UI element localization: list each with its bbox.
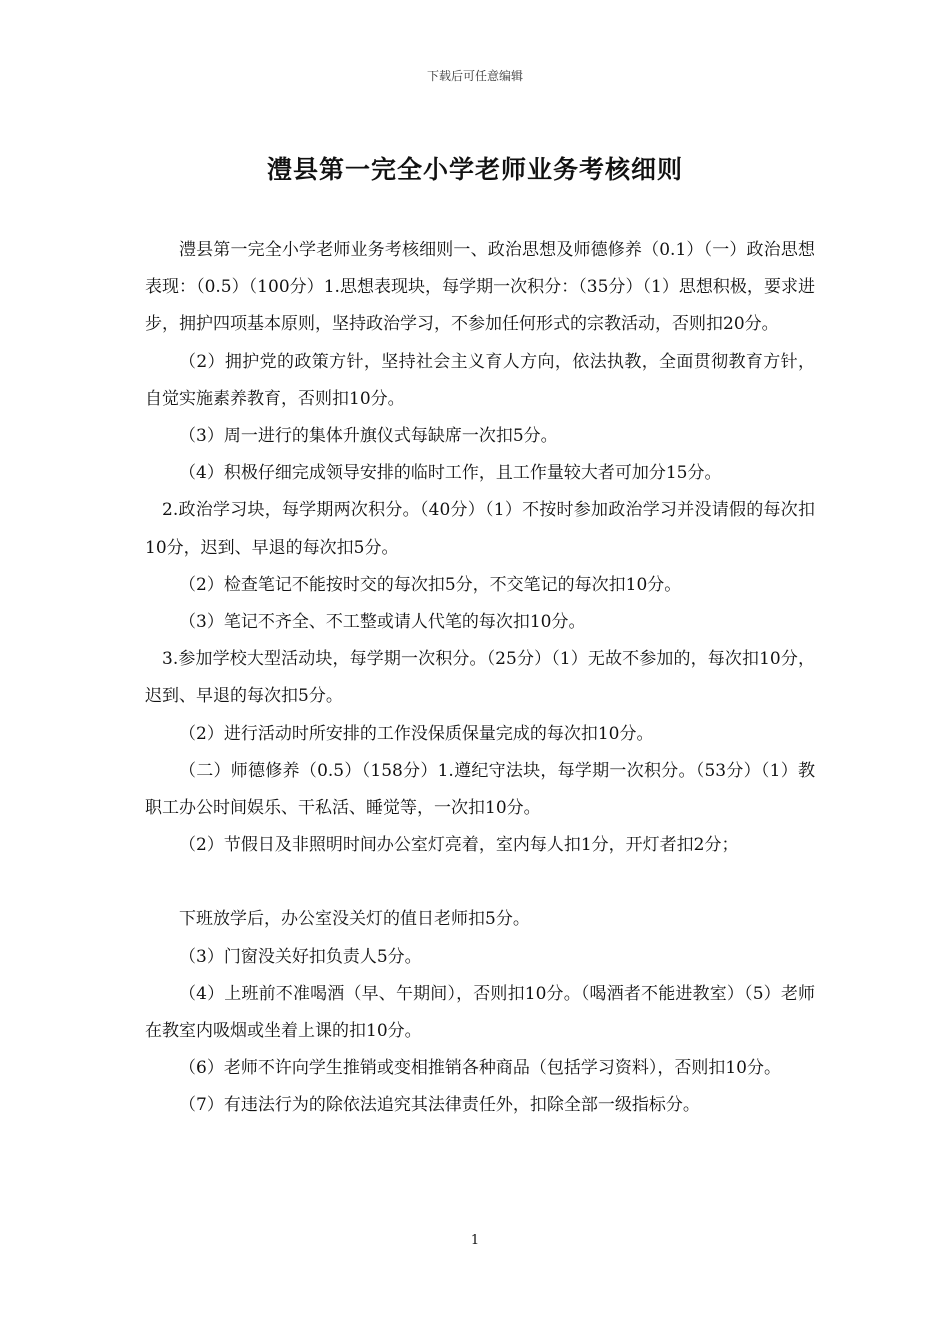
page-number: 1 — [470, 1233, 480, 1248]
paragraph-item: （4）上班前不准喝酒（早、午期间），否则扣10分。（喝酒者不能进教室）（5）老师在教室内吸烟或坐着上课的扣10分。 — [145, 983, 815, 1042]
paragraph-item: （2）拥护党的政策方针，坚持社会主义育人方向，依法执教，全面贯彻教育方针，自觉实施素养教育，否则扣10分。 — [145, 351, 815, 409]
paragraph-item: （3）笔记不齐全、不工整或请人代笔的每次扣10分。 — [179, 612, 586, 633]
document-body — [145, 232, 815, 1125]
paragraph-item: （3）门窗没关好扣负责人5分。 — [179, 946, 422, 967]
paragraph-section: （二）师德修养（0.5）（158分）1.遵纪守法块，每学期一次积分。（53分）（1）教职工办公时间娱乐、干私活、睡觉等，一次扣10分。 — [145, 760, 815, 819]
page-header-note: 下载后可任意编辑 — [426, 69, 523, 83]
paragraph-item: （2）节假日及非照明时间办公室灯亮着，室内每人扣1分，开灯者扣2分； — [179, 835, 739, 856]
paragraph-item: （3）周一进行的集体升旗仪式每缺席一次扣5分。 — [179, 426, 558, 447]
paragraph-item: （7）有违法行为的除依法追究其法律责任外，扣除全部一级指标分。 — [179, 1095, 700, 1116]
paragraph-section: 2.政治学习块，每学期两次积分。（40分）（1）不按时参加政治学习并没请假的每次扣10分，迟到、早退的每次扣5分。 — [145, 500, 815, 558]
document-title: 澧县第一完全小学老师业务考核细则 — [266, 155, 683, 184]
paragraph-section: 3.参加学校大型活动块，每学期一次积分。（25分）（1）无故不参加的，每次扣10分，迟到、早退的每次扣5分。 — [145, 649, 815, 707]
paragraph-intro: 澧县第一完全小学老师业务考核细则一、政治思想及师德修养（0.1）（一）政治思想表现：（0.5）（100分）1.思想表现块，每学期一次积分：（35分）（1）思想积极，要求进步，拥护四项基本原则，坚持政治学习，不参加任何形式的宗教活动，否则扣20分。 — [145, 240, 815, 335]
paragraph-item: 下班放学后，办公室没关灯的值日老师扣5分。 — [179, 909, 530, 930]
paragraph-item: （2）进行活动时所安排的工作没保质保量完成的每次扣10分。 — [179, 723, 654, 744]
paragraph-item: （2）检查笔记不能按时交的每次扣5分，不交笔记的每次扣10分。 — [179, 574, 682, 595]
paragraph-item: （4）积极仔细完成领导安排的临时工作，且工作量较大者可加分15分。 — [179, 463, 722, 484]
paragraph-item: （6）老师不许向学生推销或变相推销各种商品（包括学习资料），否则扣10分。 — [179, 1058, 781, 1079]
